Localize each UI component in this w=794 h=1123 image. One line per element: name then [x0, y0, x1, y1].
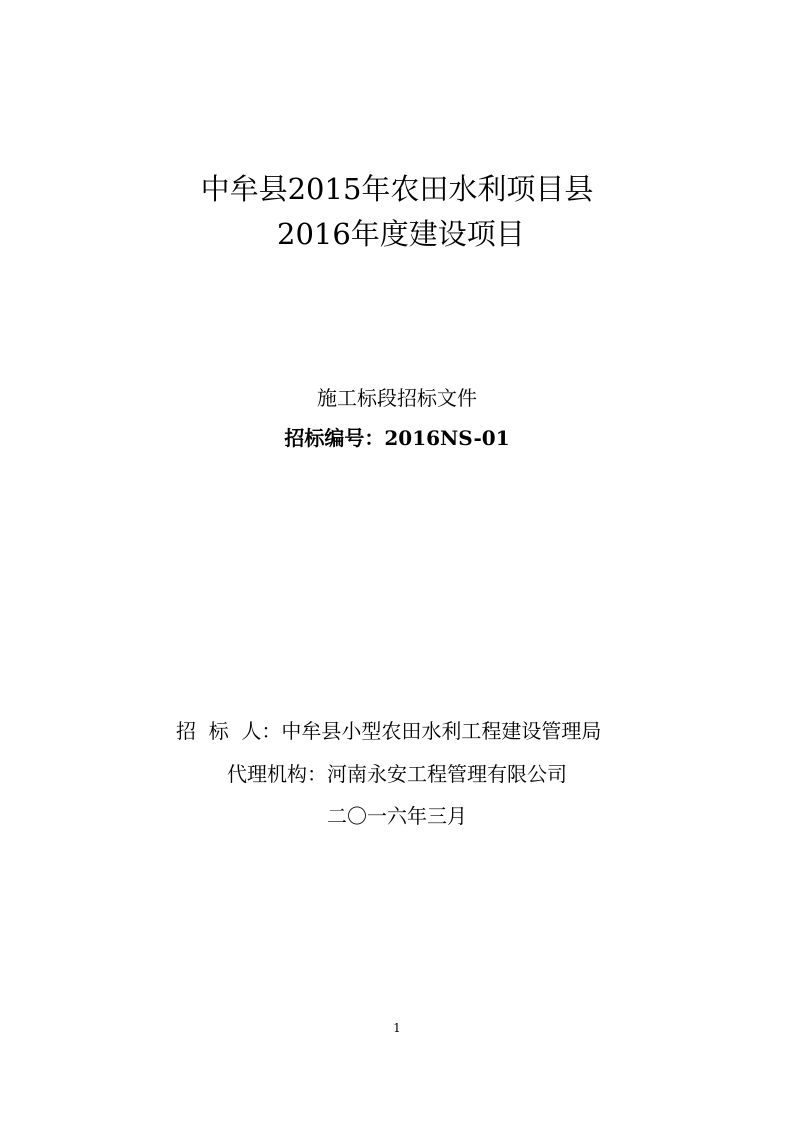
cover-title-line-2: 2016年度建设项目	[277, 217, 525, 251]
cover-title-line-1: 中牟县2015年农田水利项目县	[200, 172, 594, 206]
agency-line: 代理机构：河南永安工程管理有限公司	[227, 762, 567, 786]
tender-number: 招标编号：2016NS-01	[284, 426, 510, 450]
issue-date: 二〇一六年三月	[327, 804, 467, 828]
tenderer-line: 招 标 人：中牟县小型农田水利工程建设管理局	[176, 719, 602, 743]
document-type: 施工标段招标文件	[317, 386, 477, 410]
page-number: 1	[393, 1021, 401, 1035]
